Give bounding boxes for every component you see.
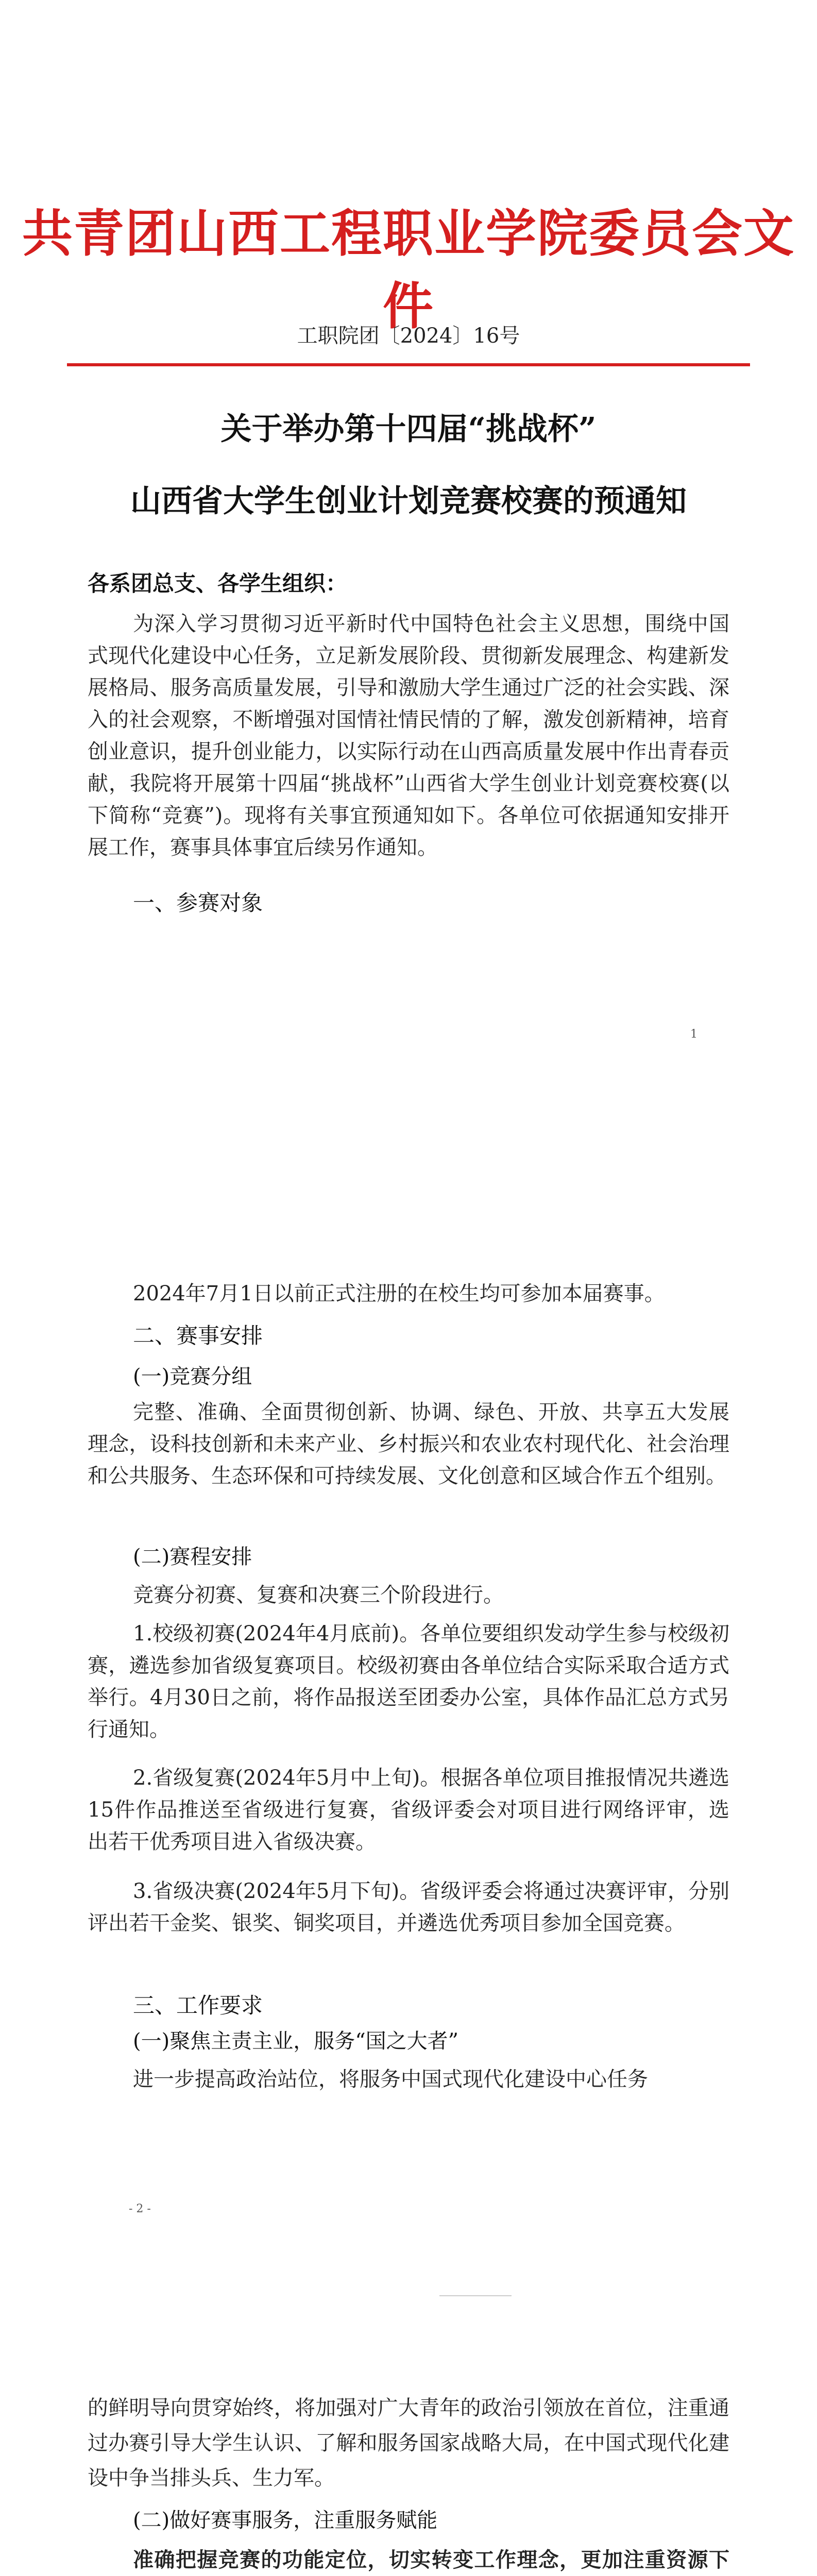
section-3-sub1-text-part2: 的鲜明导向贯穿始终，将加强对广大青年的政治引领放在首位，注重通过办赛引导大学生认识、了解和服务国家战略大局，在中国式现代化建设中争当排头兵、生力军。	[88, 2396, 729, 2490]
section-3-heading: 三、工作要求	[133, 1993, 263, 2018]
section-3-sub2-text: 准确把握竞赛的功能定位，切实转变工作理念，更加注重资源下	[133, 2548, 729, 2572]
salutation: 各系团总支、各学生组织：	[88, 571, 348, 596]
page-number-2: - 2 -	[129, 2202, 151, 2215]
document-page-2	[0, 2298, 817, 2576]
section-2-sub1-heading: (一)竞赛分组	[133, 1365, 252, 1388]
intro-paragraph: 为深入学习贯彻习近平新时代中国特色社会主义思想，围绕中国式现代化建设中心任务，立足新发展阶段、贯彻新发展理念、构建新发展格局、服务高质量发展，引导和激励大学生通过广泛的社会实践、深入的社会观察，不断增强对国情社情民情的了解，激发创新精神，培育创业意识，提升创业能力，以实际行动在山西高质量发展中作出青春贡献，我院将开展第十四届“挑战杯”山西省大学生创业计划竞赛校赛(以下简称“竞赛”)。现将有关事宜预通知如下。各单位可依据通知安排开展工作，赛事具体事宜后续另作通知。	[88, 612, 729, 859]
section-3-sub2-heading: (二)做好赛事服务，注重服务赋能	[133, 2509, 438, 2532]
section-2-heading: 二、赛事安排	[133, 1323, 263, 1348]
page-number-1: 1	[690, 1028, 697, 1041]
section-3-sub1-text-part1: 进一步提高政治站位，将服务中国式现代化建设中心任务	[133, 2067, 648, 2091]
section-1-text: 2024年7月1日以前正式注册的在校生均可参加本届赛事。	[133, 1282, 665, 1306]
notice-title-line-2: 山西省大学生创业计划竞赛校赛的预通知	[130, 483, 687, 519]
section-2-sub2-text: 竞赛分初赛、复赛和决赛三个阶段进行。	[133, 1583, 504, 1607]
page-separator	[439, 2295, 512, 2296]
document-header-title: 共青团山西工程职业学院委员会文件	[22, 205, 795, 336]
section-1-heading: 一、参赛对象	[133, 890, 263, 916]
section-3-sub1-heading: (一)聚焦主责主业，服务“国之大者”	[133, 2029, 459, 2053]
notice-title-line-1: 关于举办第十四届“挑战杯”	[220, 411, 597, 447]
section-2-sub2-heading: (二)赛程安排	[133, 1545, 252, 1569]
section-2-sub1-text: 完整、准确、全面贯彻创新、协调、绿色、开放、共享五大发展理念，设科技创新和未来产业、乡村振兴和农业农村现代化、社会治理和公共服务、生态环保和可持续发展、文化创意和区域合作五个组别。	[88, 1400, 729, 1488]
stage-2-text: 2.省级复赛(2024年5月中上旬)。根据各单位项目推报情况共遴选15件作品推送至省级进行复赛，省级评委会对项目进行网络评审，选出若干优秀项目进入省级决赛。	[88, 1766, 729, 1854]
header-red-rule	[67, 363, 750, 366]
document-number: 工职院团〔2024〕16号	[297, 324, 520, 348]
stage-1-text: 1.校级初赛(2024年4月底前)。各单位要组织发动学生参与校级初赛，遴选参加省级复赛项目。校级初赛由各单位结合实际采取合适方式举行。4月30日之前，将作品报送至团委办公室，具体作品汇总方式另行通知。	[88, 1622, 729, 1741]
stage-3-text: 3.省级决赛(2024年5月下旬)。省级评委会将通过决赛评审，分别评出若干金奖、银奖、铜奖项目，并遴选优秀项目参加全国竞赛。	[88, 1879, 729, 1935]
